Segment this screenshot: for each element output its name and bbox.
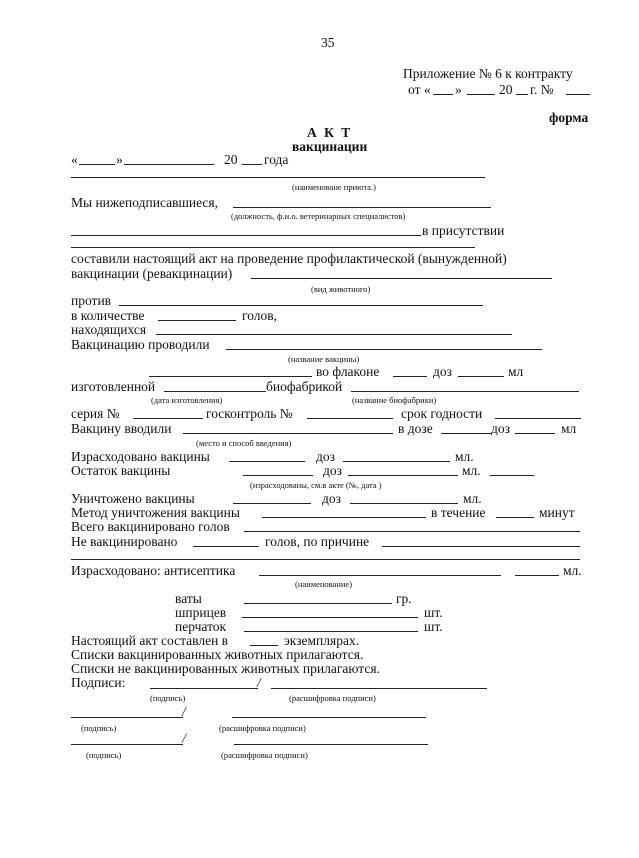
series-line[interactable] (133, 418, 203, 419)
used-vaccine-line[interactable] (229, 461, 305, 462)
shelter-line[interactable] (71, 177, 485, 178)
list-vaccinated: Списки вакцинированных животных прилагаются. (71, 647, 364, 662)
page-number: 35 (321, 35, 335, 50)
biofactory-label: биофабрикой (266, 379, 343, 394)
against-line[interactable] (119, 305, 483, 306)
dose-ml-line[interactable] (515, 433, 555, 434)
injected-label: Вакцину вводили (71, 421, 172, 436)
remaining-line[interactable] (243, 475, 313, 476)
appendix-year-line[interactable] (516, 94, 528, 95)
remaining-ml-line[interactable] (490, 475, 534, 476)
destroyed-line[interactable] (233, 503, 311, 504)
used-vaccine-label: Израсходовано вакцины (71, 449, 210, 464)
destroy-method-line[interactable] (262, 517, 426, 518)
expiry-line[interactable] (495, 418, 581, 419)
date-day-line[interactable] (79, 164, 115, 165)
heads-reason-label: голов, по причине (265, 534, 370, 549)
specialists-line-2[interactable] (71, 235, 421, 236)
syringes-line[interactable] (242, 617, 418, 618)
date-year-line[interactable] (242, 164, 262, 165)
appendix-from: от « (408, 82, 431, 97)
presence-line[interactable] (71, 247, 475, 248)
used-ml-label: мл. (455, 449, 474, 464)
compiled-line-2: вакцинации (ревакцинации) (71, 266, 233, 281)
appendix-day-line[interactable] (433, 94, 453, 95)
heads-label: голов, (242, 308, 278, 323)
destroy-method-label: Метод уничтожения вакцины (71, 505, 240, 520)
copies-line[interactable] (250, 645, 278, 646)
signature-3-decode-caption: (расшифровка подписи) (221, 750, 308, 760)
signature-1-caption: (подпись) (150, 693, 186, 703)
antiseptic-name-line[interactable] (259, 575, 501, 576)
date-year-word: года (264, 152, 289, 167)
signature-2-line[interactable] (71, 717, 183, 718)
destroyed-label: Уничтожено вакцины (71, 491, 195, 506)
in-vial-label: во флаконе (316, 364, 380, 379)
goscontrol-line[interactable] (307, 418, 393, 419)
vaccination-by-label: Вакцинацию проводили (71, 337, 210, 352)
against-label: против (71, 293, 112, 308)
appendix-number-line[interactable] (566, 94, 590, 95)
act-copies-label: Настоящий акт составлен в (71, 633, 229, 648)
goscontrol-label: госконтроль № (206, 406, 293, 421)
date-close-quote: » (116, 152, 123, 167)
series-label: серия № (71, 406, 120, 421)
appendix-g-no: г. № (530, 82, 554, 97)
dose-doses-label: доз (491, 421, 510, 436)
remaining-ml-label: мл. (462, 463, 481, 478)
forma-label: форма (549, 110, 589, 125)
signature-2-decode-caption: (расшифровка подписи) (219, 723, 306, 733)
total-vaccinated-line[interactable] (244, 531, 580, 532)
not-vaccinated-label: Не вакцинировано (71, 534, 178, 549)
biofactory-caption: (название биофабрики) (352, 395, 437, 405)
biofactory-line[interactable] (351, 391, 579, 392)
during-line[interactable] (496, 517, 534, 518)
total-vaccinated-label: Всего вакцинировано голов (71, 519, 230, 534)
cotton-label: ваты (175, 591, 202, 606)
antiseptic-ml-label: мл. (563, 563, 582, 578)
used-act-caption: (израсходованы, см.в акте (№, дата ) (250, 480, 382, 490)
minutes-label: минут (539, 505, 575, 520)
destroyed-doses-line[interactable] (350, 503, 458, 504)
signature-3-caption: (подпись) (86, 750, 122, 760)
signature-2-decode-line[interactable] (232, 717, 426, 718)
signature-1-decode-line[interactable] (271, 688, 487, 689)
reason-line-2[interactable] (71, 559, 580, 560)
destroyed-ml-label: мл. (463, 491, 482, 506)
signatures-label: Подписи: (71, 675, 126, 690)
shelter-caption: (наименоване приюта.) (292, 182, 376, 192)
vial-doses-line[interactable] (393, 376, 427, 377)
list-not-vaccinated: Списки не вакцинированных животных прилагаются. (71, 661, 380, 676)
signature-1-line[interactable] (150, 688, 258, 689)
syringes-unit: шт. (424, 605, 443, 620)
located-line[interactable] (156, 334, 512, 335)
position-caption: (должность, ф.и.о. ветеринарных специалистов) (231, 211, 406, 221)
during-label: в течение (431, 505, 486, 520)
appendix-line-1: Приложение № 6 к контракту (403, 66, 573, 81)
we-undersigned-label: Мы нижеподписавшиеся, (71, 195, 218, 210)
amount-line[interactable] (158, 320, 236, 321)
manufactured-label: изготовленной (71, 379, 156, 394)
vaccination-type-line[interactable] (251, 278, 552, 279)
manufacture-date-line[interactable] (164, 391, 266, 392)
date-month-line[interactable] (124, 164, 214, 165)
expiry-label: срок годности (401, 406, 483, 421)
signature-3-decode-line[interactable] (234, 744, 428, 745)
vial-doses-label: доз (433, 364, 452, 379)
destroyed-doses-label: доз (322, 491, 341, 506)
compiled-line-1: составили настоящий акт на проведение профилактической (вынужденной) (71, 251, 507, 266)
appendix-year-prefix: 20 (499, 82, 513, 97)
in-amount-label: в количестве (71, 308, 145, 323)
appendix-month-line[interactable] (467, 94, 495, 95)
signature-2-slash: / (182, 704, 186, 719)
used-doses-line[interactable] (343, 461, 450, 462)
date-open-quote: « (71, 152, 78, 167)
in-presence-label: в присутствии (422, 223, 505, 238)
located-label: находящихся (71, 322, 147, 337)
used-antiseptic-label: Израсходовано: антисептика (71, 563, 236, 578)
dose-ml-label: мл (561, 421, 577, 436)
specialists-line[interactable] (233, 207, 491, 208)
manufacture-date-caption: (дата изготовления) (151, 395, 223, 405)
signature-1-decode-caption: (расшифровка подписи) (289, 693, 376, 703)
signature-2-caption: (подпись) (81, 723, 117, 733)
vial-ml-label: мл (508, 364, 524, 379)
syringes-label: шприцев (175, 605, 227, 620)
vaccine-name-caption: (название вакцины) (288, 354, 360, 364)
vaccine-name-line[interactable] (149, 376, 312, 377)
remaining-doses-label: доз (323, 463, 342, 478)
vaccination-by-line[interactable] (226, 349, 542, 350)
gloves-label: перчаток (175, 619, 227, 634)
signature-3-line[interactable] (71, 744, 183, 745)
antiseptic-name-caption: (наименование) (295, 579, 353, 589)
appendix-quote-close: » (455, 82, 462, 97)
dose-doses-line[interactable] (441, 433, 491, 434)
not-vaccinated-line[interactable] (193, 546, 259, 547)
gloves-line[interactable] (244, 631, 418, 632)
animal-caption: (вид животного) (311, 284, 371, 294)
place-method-caption: (место и способ введения) (196, 438, 292, 448)
in-dose-label: в дозе (398, 421, 433, 436)
vial-ml-line[interactable] (458, 376, 504, 377)
cotton-line[interactable] (244, 603, 392, 604)
remaining-label: Остаток вакцины (71, 463, 171, 478)
cotton-unit: гр. (396, 591, 412, 606)
document-title: А К Т (307, 125, 353, 140)
antiseptic-ml-line[interactable] (515, 575, 559, 576)
remaining-doses-line[interactable] (348, 475, 458, 476)
gloves-unit: шт. (424, 619, 443, 634)
date-year-prefix: 20 (224, 152, 238, 167)
signature-1-slash: / (257, 675, 261, 690)
copies-word: экземплярах. (284, 633, 360, 648)
signature-3-slash: / (182, 731, 186, 746)
document-subtitle: вакцинации (292, 139, 368, 154)
reason-line[interactable] (382, 546, 580, 547)
used-doses-label: доз (316, 449, 335, 464)
injected-line[interactable] (183, 433, 393, 434)
